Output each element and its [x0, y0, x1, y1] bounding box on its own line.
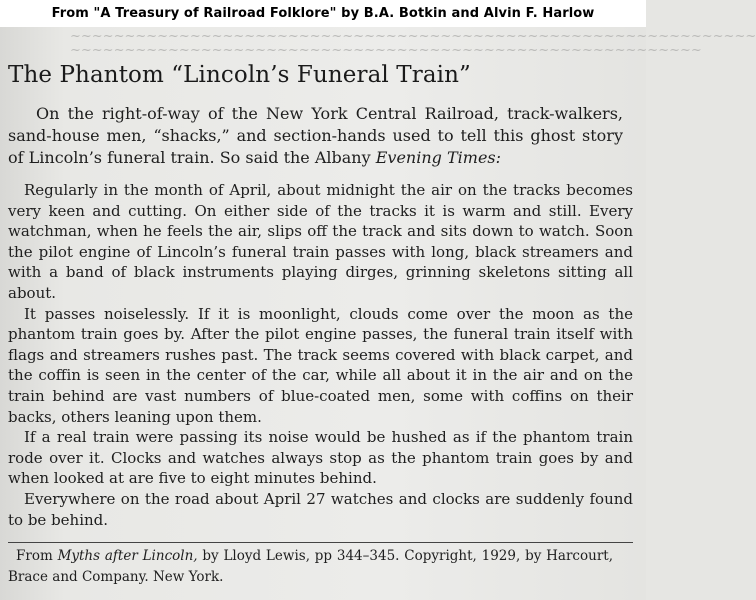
source-footnote [8, 546, 613, 588]
footnote-book-title: Myths after Lincoln, [57, 548, 198, 564]
quote-paragraph-3: If a real train were passing its noise would be hushed as if the phantom train rode over it. Clocks and watches always stop as the phantom train goes by and when looked at are five to eight minutes behind. [8, 428, 633, 488]
page-title: The Phantom “Lincoln’s Funeral Train” [8, 62, 471, 88]
quote-paragraph-1: Regularly in the month of April, about midnight the air on the tracks becomes very keen and cutting. On either side of the tracks it is warm and still. Every watchman, when he feels the air, slips off the track and sits down to watch. Soon the pilot engine of Lincoln’s funeral train passes with long, black streamers and with a band of black instruments playing dirges, grinning skeletons sitting all about. [8, 181, 633, 302]
quoted-story [8, 180, 633, 530]
intro-paragraph [8, 103, 623, 169]
intro-text: On the right-of-way of the New York Central Railroad, track-walkers, sand-house men, “shacks,” and section-hands used to tell this ghost story of Lincoln’s funeral train. So said the Albany [8, 104, 623, 167]
footnote-prefix: From [16, 548, 58, 564]
quote-paragraph-4: Everywhere on the road about April 27 watches and clocks are suddenly found to be behind. [8, 489, 633, 529]
source-line: From "A Treasury of Railroad Folklore" by B.A. Botkin and Alvin F. Harlow [51, 6, 595, 21]
quote-paragraph-2: It passes noiselessly. If it is moonlight, clouds come over the moon as the phantom train goes by. After the pilot engine passes, the funeral train itself with flags and streamers rushes past. The track seems covered with black carpet, and the coffin is seen in the center of the car, while all about it in the air and on the train behind are vast numbers of blue-coated men, some with coffins on their backs, others leaning upon them. [8, 304, 633, 426]
newspaper-name: Evening Times: [375, 148, 502, 167]
footnote-divider [8, 542, 633, 543]
bleed-through-text: ~~~~~~~~~~~~~~~~~~~~~~~~~~~~~~~~~~~~~~~~~~~~~~~~~~~~~~~~~~~~~~~ ~~~~~~~~~~~~~~~~~~~~~~~~~~~~~~~~~~~~~~~~~~~~~~~~~~~~~~~~~~ [70, 29, 756, 58]
footnote-citation: by Lloyd Lewis, pp 344–345. Copyright, 1929, by Harcourt, Brace and Company. New York. [8, 548, 613, 585]
source-header [0, 0, 646, 27]
